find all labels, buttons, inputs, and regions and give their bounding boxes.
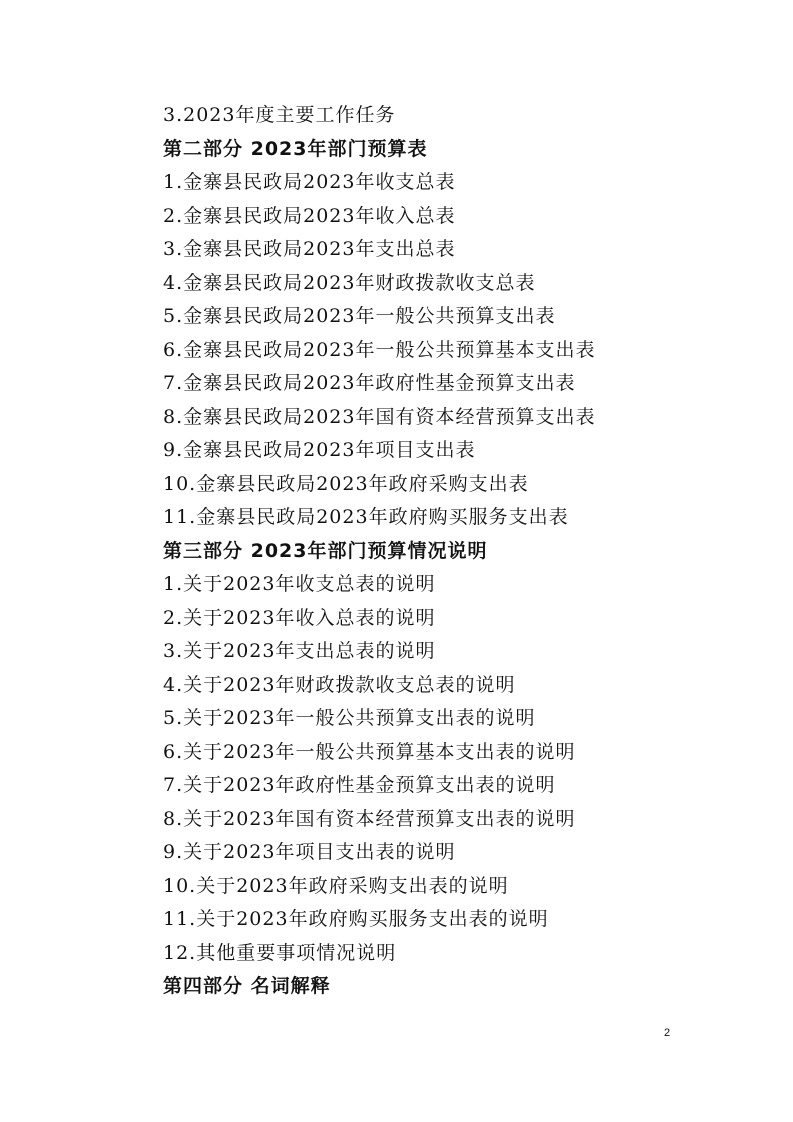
toc-entry: 5.关于2023年一般公共预算支出表的说明: [163, 707, 536, 729]
page-number: 2: [664, 1027, 671, 1039]
toc-entry: 2.金寨县民政局2023年收入总表: [163, 204, 456, 227]
toc-entry: 10.关于2023年政府采购支出表的说明: [163, 874, 509, 897]
section-heading: 第二部分 2023年部门预算表: [163, 137, 428, 160]
toc-entry: 5.金寨县民政局2023年一般公共预算支出表: [163, 305, 556, 327]
toc-entry: 8.金寨县民政局2023年国有资本经营预算支出表: [163, 405, 596, 428]
toc-entry: 6.关于2023年一般公共预算基本支出表的说明: [163, 740, 576, 763]
toc-entry: 1.关于2023年收支总表的说明: [163, 573, 436, 595]
toc-entry: 12.其他重要事项情况说明: [163, 941, 397, 964]
toc-entry: 11.关于2023年政府购买服务支出表的说明: [163, 908, 549, 930]
toc-entry: 2.关于2023年收入总表的说明: [163, 606, 436, 629]
toc-entry: 11.金寨县民政局2023年政府购买服务支出表: [163, 506, 569, 528]
toc-entry: 6.金寨县民政局2023年一般公共预算基本支出表: [163, 338, 596, 361]
toc-entry: 1.金寨县民政局2023年收支总表: [163, 171, 456, 193]
toc-entry: 4.金寨县民政局2023年财政拨款收支总表: [163, 271, 536, 294]
toc-entry: 4.关于2023年财政拨款收支总表的说明: [163, 673, 516, 696]
toc-entry: 3.2023年度主要工作任务: [163, 104, 396, 126]
section-heading: 第四部分 名词解释: [163, 975, 331, 997]
toc-entry: 3.关于2023年支出总表的说明: [163, 640, 436, 662]
toc-entry: 10.金寨县民政局2023年政府采购支出表: [163, 472, 529, 495]
toc-entry: 7.金寨县民政局2023年政府性基金预算支出表: [163, 372, 576, 394]
section-heading: 第三部分 2023年部门预算情况说明: [163, 539, 488, 562]
toc-entry: 8.关于2023年国有资本经营预算支出表的说明: [163, 807, 576, 830]
toc-entry: 9.金寨县民政局2023年项目支出表: [163, 439, 476, 461]
toc-entry: 3.金寨县民政局2023年支出总表: [163, 238, 456, 260]
toc-entry: 7.关于2023年政府性基金预算支出表的说明: [163, 774, 556, 796]
table-of-contents: [163, 99, 763, 1004]
toc-entry: 9.关于2023年项目支出表的说明: [163, 841, 456, 863]
